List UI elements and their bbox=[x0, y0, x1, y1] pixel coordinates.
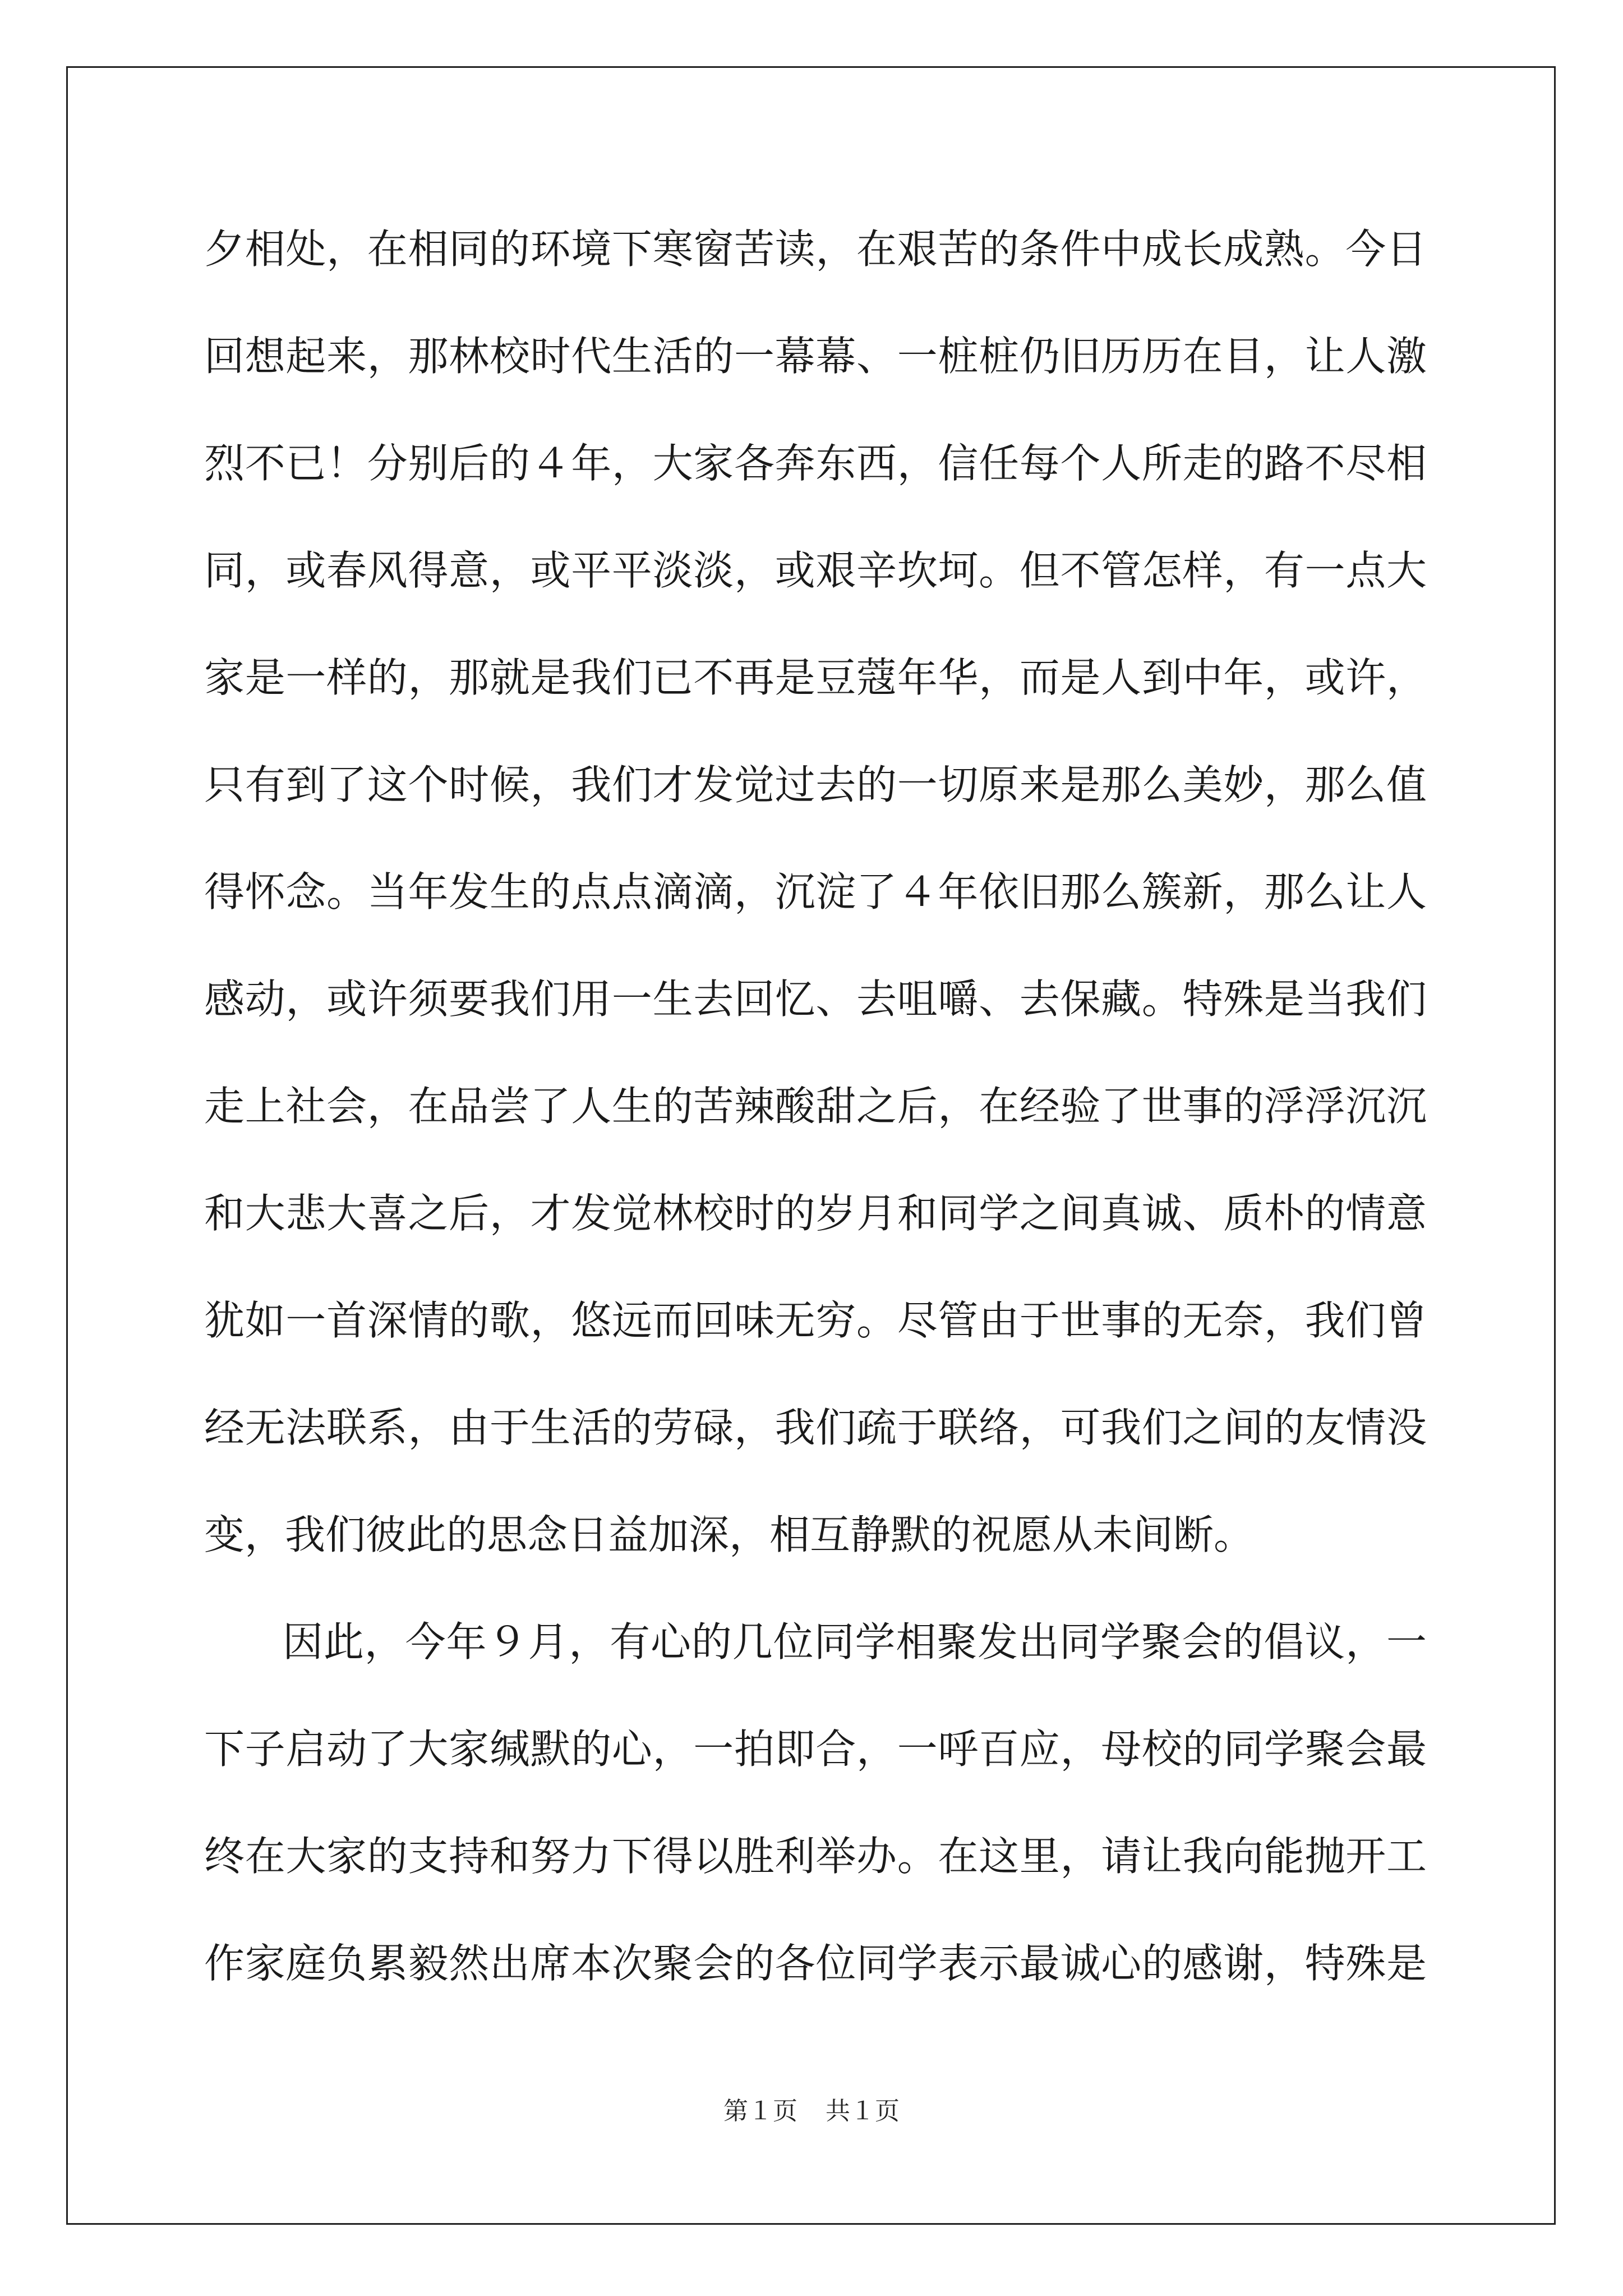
paragraph-line: 因此，今年９月，有心的几位同学相聚发出同学聚会的倡议，一 bbox=[283, 1618, 1427, 1665]
paragraph-line: 烈不已！分别后的４年，大家各奔东西，信任每个人所走的路不尽相 bbox=[204, 440, 1427, 487]
page-number: 第１页 bbox=[723, 2097, 797, 2125]
paragraph-line: 回想起来，那林校时代生活的一幕幕、一桩桩仍旧历历在目，让人激 bbox=[204, 333, 1427, 380]
paragraph-line: 终在大家的支持和努力下得以胜利举办。在这里，请让我向能抛开工 bbox=[204, 1833, 1427, 1880]
paragraph-line: 经无法联系，由于生活的劳碌，我们疏于联络，可我们之间的友情没 bbox=[204, 1404, 1427, 1451]
page-footer bbox=[0, 2096, 1623, 2127]
paragraph-line: 同，或春风得意，或平平淡淡，或艰辛坎坷。但不管怎样，有一点大 bbox=[204, 547, 1427, 594]
paragraph-line: 作家庭负累毅然出席本次聚会的各位同学表示最诚心的感谢，特殊是 bbox=[204, 1940, 1427, 1987]
paragraph-line: 得怀念。当年发生的点点滴滴，沉淀了４年依旧那么簇新，那么让人 bbox=[204, 868, 1427, 915]
paragraph-line: 走上社会，在品尝了人生的苦辣酸甜之后，在经验了世事的浮浮沉沉 bbox=[204, 1083, 1427, 1130]
paragraph-line: 家是一样的，那就是我们已不再是豆蔻年华，而是人到中年，或许， bbox=[204, 654, 1427, 701]
paragraph-line: 感动，或许须要我们用一生去回忆、去咀嚼、去保藏。特殊是当我们 bbox=[204, 976, 1427, 1023]
paragraph-line: 和大悲大喜之后，才发觉林校时的岁月和同学之间真诚、质朴的情意 bbox=[204, 1190, 1427, 1237]
page-total: 共１页 bbox=[826, 2097, 900, 2125]
paragraph-line: 犹如一首深情的歌，悠远而回味无穷。尽管由于世事的无奈，我们曾 bbox=[204, 1297, 1427, 1344]
paragraph-line: 变，我们彼此的思念日益加深，相互静默的祝愿从未间断。 bbox=[204, 1511, 1255, 1558]
paragraph-line: 夕相处，在相同的环境下寒窗苦读，在艰苦的条件中成长成熟。今日 bbox=[204, 226, 1427, 273]
page-border bbox=[66, 66, 1556, 2225]
paragraph-line: 只有到了这个时候，我们才发觉过去的一切原来是那么美妙，那么值 bbox=[204, 761, 1427, 808]
paragraph-line: 下子启动了大家缄默的心，一拍即合，一呼百应，母校的同学聚会最 bbox=[204, 1726, 1427, 1773]
